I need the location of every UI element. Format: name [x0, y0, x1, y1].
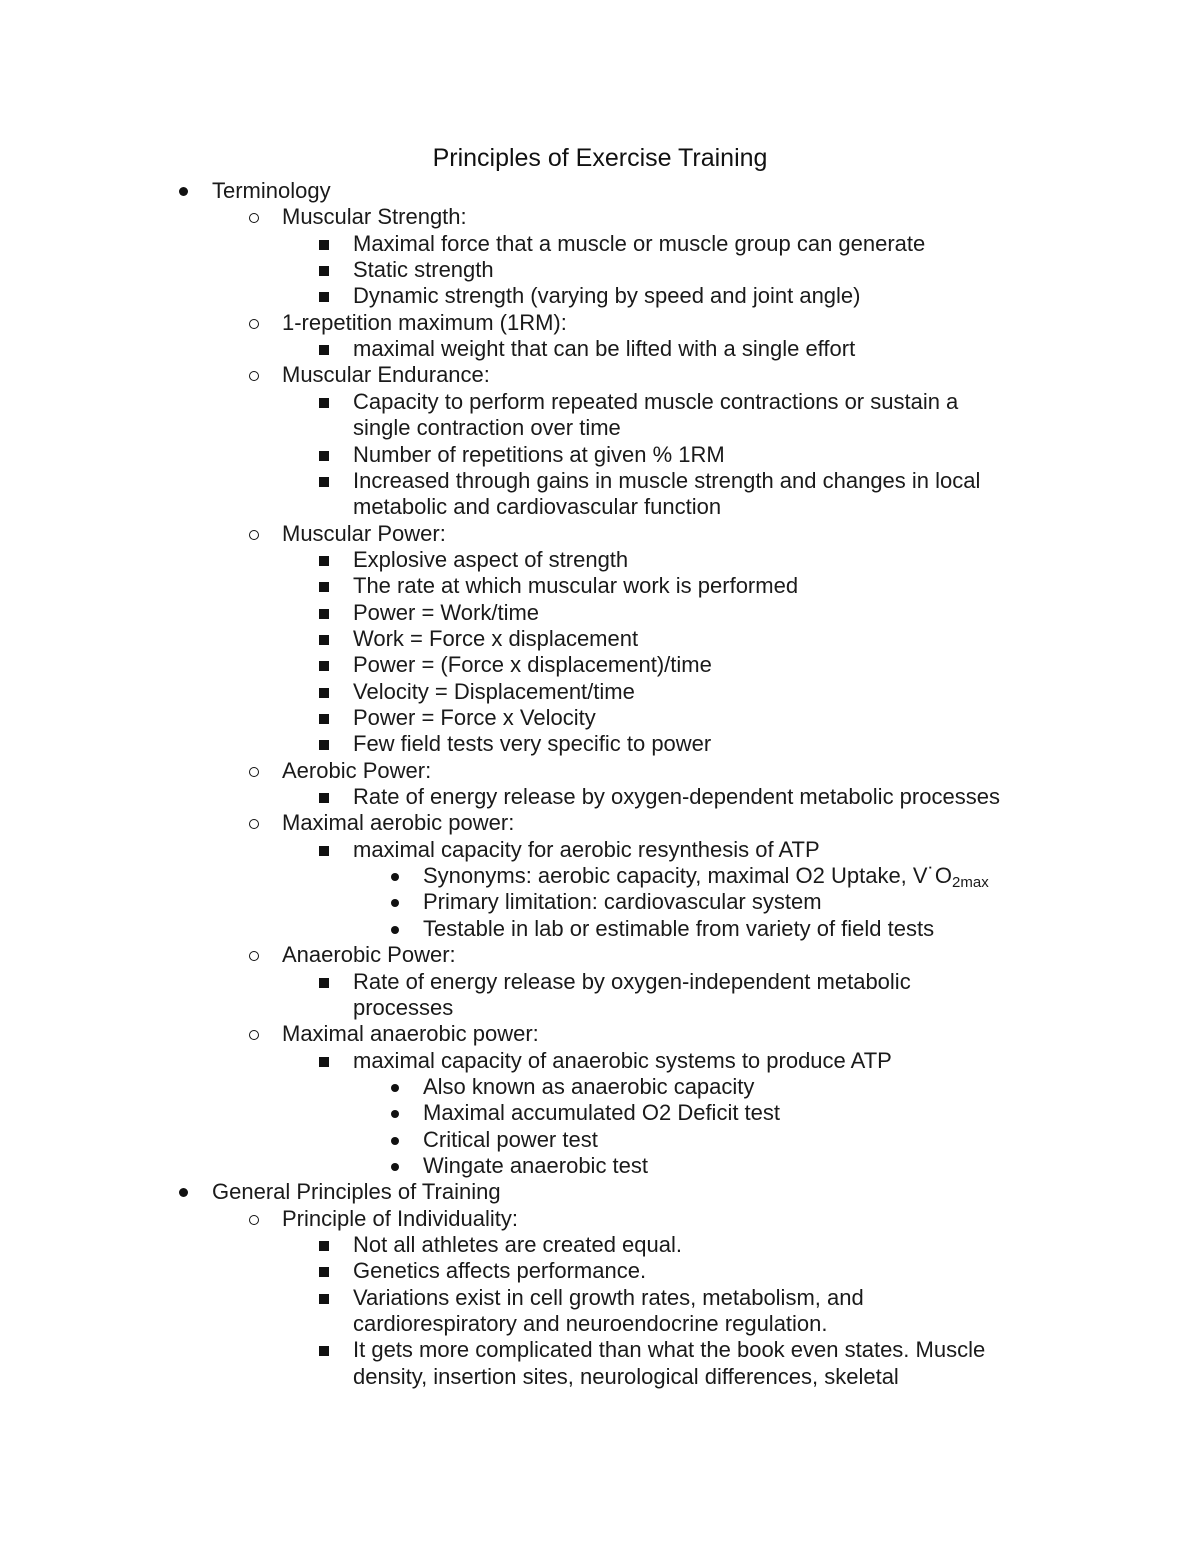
bullet-square-icon	[319, 292, 329, 302]
bullet-square-icon	[319, 688, 329, 698]
bullet-square-icon	[319, 398, 329, 408]
bullet-circle-icon	[249, 1030, 259, 1040]
bullet-square-icon	[319, 635, 329, 645]
list-item-text: Power = Force x Velocity	[353, 705, 596, 730]
list-item-text: maximal weight that can be lifted with a single effort	[353, 336, 856, 362]
list-item-text: Rate of energy release by oxygen-independent metabolic	[353, 968, 911, 994]
bullet-disc-icon	[391, 1084, 399, 1092]
bullet-circle-icon	[249, 1215, 259, 1225]
bullet-square-icon	[319, 609, 329, 619]
bullet-square-icon	[319, 1057, 329, 1067]
list-item-text: Primary limitation: cardiovascular system	[423, 889, 822, 915]
bullet-square-icon	[319, 1241, 329, 1251]
page-title: Principles of Exercise Training	[432, 144, 768, 172]
bullet-circle-icon	[249, 819, 259, 829]
list-item-text: It gets more complicated than what the book even states. Muscle	[353, 1337, 986, 1363]
bullet-circle-icon	[249, 767, 259, 777]
bullet-square-icon	[319, 1267, 329, 1277]
list-item-text: Synonyms: aerobic capacity, maximal O2 Uptake, $V˙O_{2max}$	[423, 863, 989, 892]
bullet-disc-icon	[391, 899, 399, 907]
bullet-circle-icon	[249, 530, 259, 540]
list-item-text: Principle of Individuality:	[282, 1205, 519, 1231]
list-item-text: Variations exist in cell growth rates, metabolism, and	[353, 1284, 864, 1310]
bullet-disc-icon	[391, 1163, 399, 1171]
list-item-text: Aerobic Power:	[282, 757, 432, 783]
list-item-text: Maximal force that a muscle or muscle group can generate	[353, 230, 926, 256]
list-item-text: Maximal accumulated O2 Deficit test	[423, 1100, 781, 1126]
list-item-text: Power = Work/time	[353, 599, 540, 625]
bullet-square-icon	[319, 556, 329, 566]
list-item-text: Static strength	[353, 257, 494, 283]
bullet-square-icon	[319, 477, 329, 487]
bullet-square-icon	[319, 1294, 329, 1304]
list-item-text: The rate at which muscular work is performed	[353, 573, 799, 599]
bullet-circle-icon	[249, 371, 259, 381]
bullet-square-icon	[319, 714, 329, 724]
list-item-text: Wingate anaerobic test	[423, 1152, 649, 1178]
list-item-text: Work = Force x displacement	[353, 625, 639, 651]
bullet-square-icon	[319, 661, 329, 671]
list-item-text: metabolic and cardiovascular function	[353, 494, 722, 520]
bullet-circle-icon	[249, 319, 259, 329]
list-item-text: 1-repetition maximum (1RM):	[282, 309, 567, 335]
list-item-text: maximal capacity for aerobic resynthesis of ATP	[353, 836, 820, 862]
list-item-text: density, insertion sites, neurological differences, skeletal	[353, 1363, 899, 1389]
bullet-disc-icon	[391, 873, 399, 881]
list-item-text: Velocity = Displacement/time	[353, 678, 635, 704]
list-item-text: Few field tests very specific to power	[353, 731, 712, 757]
bullet-square-icon	[319, 345, 329, 355]
bullet-square-icon	[319, 451, 329, 461]
bullet-square-icon	[319, 1346, 329, 1356]
bullet-disc-icon	[391, 1137, 399, 1145]
bullet-square-icon	[319, 266, 329, 276]
bullet-square-icon	[319, 240, 329, 250]
bullet-disc-icon	[179, 187, 188, 196]
list-item-text: Rate of energy release by oxygen-dependent metabolic processes	[353, 784, 1000, 810]
list-item-text: Dynamic strength (varying by speed and joint angle)	[353, 283, 861, 309]
list-item-text: Maximal aerobic power:	[282, 810, 515, 836]
list-item-text: Genetics affects performance.	[353, 1258, 647, 1284]
bullet-disc-icon	[179, 1188, 188, 1197]
bullet-square-icon	[319, 740, 329, 750]
bullet-circle-icon	[249, 213, 259, 223]
bullet-square-icon	[319, 582, 329, 592]
list-item-text: Muscular Strength:	[282, 204, 467, 230]
list-item-text: Testable in lab or estimable from variety of field tests	[423, 915, 935, 941]
list-item-text: Terminology	[212, 178, 331, 203]
list-item-text: processes	[353, 994, 454, 1020]
list-item-text: Capacity to perform repeated muscle contractions or sustain a	[353, 388, 959, 414]
list-item-text: Anaerobic Power:	[282, 942, 456, 968]
list-item-text: Also known as anaerobic capacity	[423, 1073, 755, 1099]
list-item-text: single contraction over time	[353, 415, 621, 441]
bullet-circle-icon	[249, 951, 259, 961]
subscript-text: 2max	[952, 874, 989, 892]
list-item-text: Increased through gains in muscle strength and changes in local	[353, 467, 981, 493]
bullet-square-icon	[319, 846, 329, 856]
list-item-text: Maximal anaerobic power:	[282, 1021, 539, 1047]
list-item-text: Critical power test	[423, 1126, 598, 1152]
bullet-square-icon	[319, 978, 329, 988]
list-item-text: General Principles of Training	[212, 1179, 501, 1205]
list-item-text: cardiorespiratory and neuroendocrine regulation.	[353, 1311, 828, 1337]
bullet-disc-icon	[391, 1110, 399, 1118]
list-item-text: Number of repetitions at given % 1RM	[353, 441, 725, 467]
bullet-disc-icon	[391, 926, 399, 934]
list-item-text: Not all athletes are created equal.	[353, 1232, 682, 1257]
list-item-text: Explosive aspect of strength	[353, 546, 629, 572]
list-item-text: Muscular Power:	[282, 520, 446, 546]
bullet-square-icon	[319, 793, 329, 803]
list-item-text: maximal capacity of anaerobic systems to produce ATP	[353, 1047, 892, 1073]
list-item-text: Muscular Endurance:	[282, 362, 490, 388]
list-item-text: Power = (Force x displacement)/time	[353, 652, 712, 678]
